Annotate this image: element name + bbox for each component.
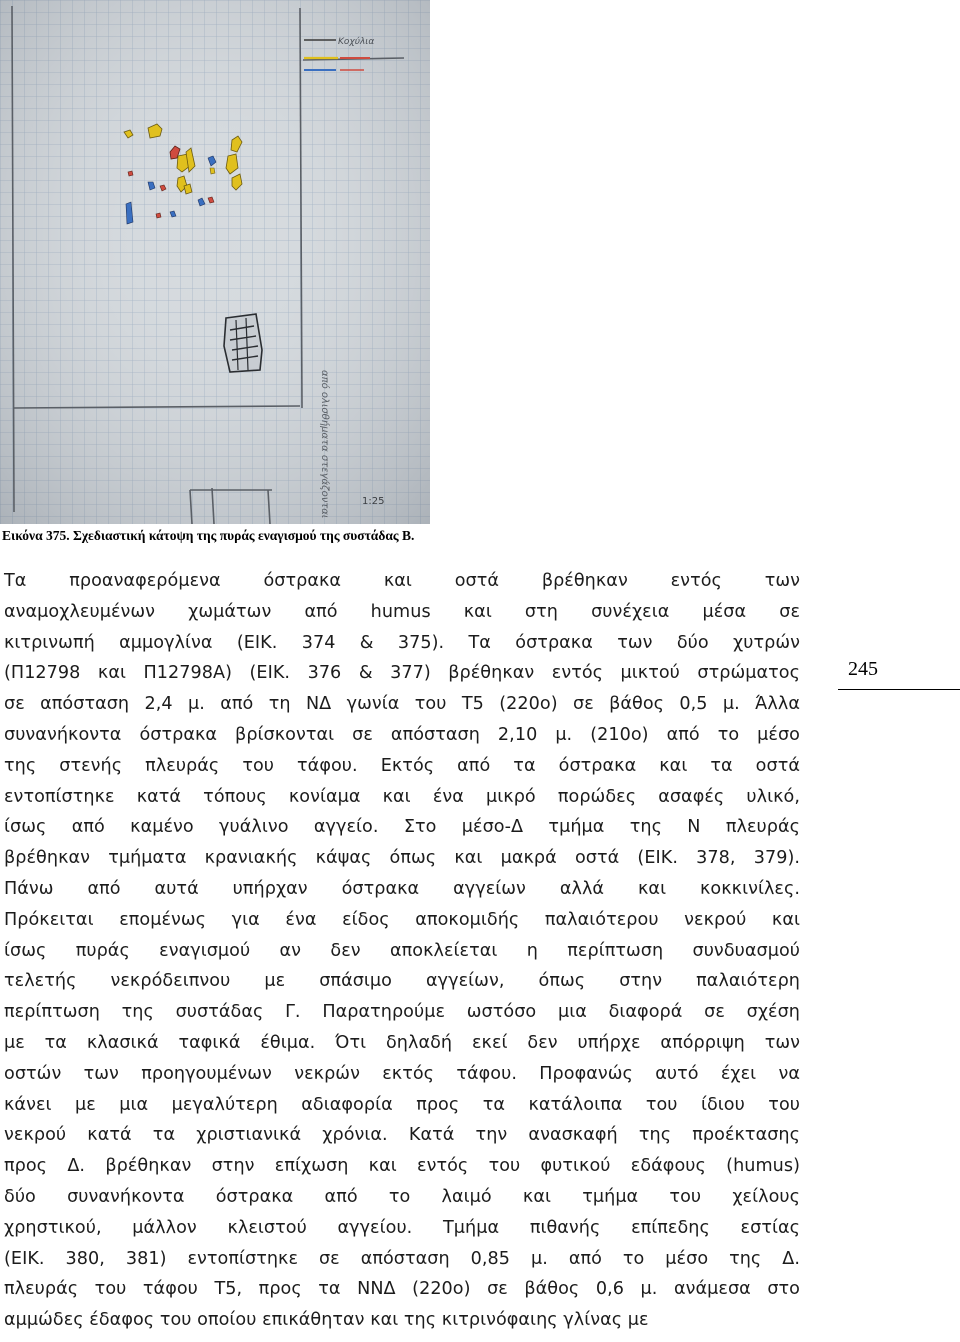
text-line: αμμώδες έδαφος του οποίου επικάθηταν και της κιτρινόφαιης γλίνας με — [4, 1310, 649, 1331]
text-line: ίσως πυράς εναγισμού αν δεν αποκλείεται η περίπτωση συνδυασμού — [4, 940, 800, 961]
text-line: κιτρινωπή αμμογλίνα (ΕΙΚ. 374 & 375). Τα όστρακα των δύο χυτρών — [4, 632, 800, 653]
page-number: 245 — [848, 658, 878, 680]
text-line: βρέθηκαν τμήματα κρανιακής κάψας όπως και μακρά οστά (ΕΙΚ. 378, 379). — [4, 848, 800, 869]
text-line: οστών των προηγουμένων νεκρών εκτός τάφου. Προφανώς αυτό έχει να — [4, 1063, 800, 1084]
text-line: ίσως από καμένο γυάλινο αγγείο. Στο μέσο-Δ τμήμα της Ν πλευράς — [4, 817, 800, 838]
text-line: (ΕΙΚ. 380, 381) εντοπίστηκε σε απόσταση 0,85 μ. από το μέσο της Δ. — [4, 1248, 800, 1269]
text-line: κάνει με μια μεγαλύτερη αδιαφορία προς τα κατάλοιπα του ίδιου του — [4, 1094, 800, 1115]
side-note: από ολισθήματα στεγάζονται — [319, 370, 330, 519]
text-line: Τα προαναφερόμενα όστρακα και οστά βρέθηκαν εντός των — [4, 571, 800, 591]
text-line: περίπτωση της συστάδας Γ. Παρατηρούμε ωστόσο μια διαφορά σε σχέση — [4, 1002, 800, 1023]
text-line: Πάνω από αυτά υπήρχαν όστρακα αγγείων αλλά και κοκκινίλες. — [4, 878, 800, 899]
text-line: δύο συνανήκοντα όστρακα από το λαιμό και τμήμα του χείλους — [4, 1186, 800, 1207]
text-line: Πρόκειται επομένως για ένα είδος αποκομιδής παλαιότερου νεκρού και — [4, 909, 800, 930]
text-line: με τα κλασικά ταφικά έθιμα. Ότι δηλαδή εκεί δεν υπήρχε απόρριψη των — [4, 1032, 800, 1053]
text-line: σε απόσταση 2,4 μ. από τη ΝΔ γωνία του Τ5 (220ο) σε βάθος 0,5 μ. Άλλα — [4, 694, 800, 715]
text-line: νεκρού κατά τα χριστιανικά χρόνια. Κατά την ανασκαφή της προέκτασης — [4, 1125, 800, 1146]
text-line: (Π12798 και Π12798Α) (ΕΙΚ. 376 & 377) βρέθηκαν εντός μικτού στρώματος — [4, 663, 800, 684]
site-plan-drawing — [0, 0, 430, 524]
text-line: προς Δ. βρέθηκαν στην επίχωση και εντός του φυτικού εδάφους (humus) — [4, 1156, 800, 1177]
body-paragraph — [4, 566, 800, 1336]
text-line: συνανήκοντα όστρακα βρίσκονται σε απόσταση 2,10 μ. (210ο) από το μέσο — [4, 724, 800, 745]
text-line: εντοπίστηκε κατά τόπους κονίαμα και ένα μικρό πορώδες ασαφές υλικό, — [4, 786, 800, 807]
text-line: τελετής νεκρόδειπνου με σπάσιμο αγγείων, όπως στην παλαιότερη — [4, 971, 800, 992]
text-line: αναμοχλευμένων χωμάτων από humus και στη συνέχεια μέσα σε — [4, 601, 800, 622]
hatched-feature — [224, 314, 262, 372]
text-line: χρηστικού, μάλλον κλειστού αγγείου. Τμήμα πιθανής επίπεδης εστίας — [4, 1217, 800, 1238]
legend-label: Κοχύλια — [338, 37, 375, 47]
text-line: της στενής πλευράς του τάφου. Εκτός από τα όστρακα και τα οστά — [4, 755, 800, 776]
plan-illustration — [0, 0, 430, 524]
scale-label: 1:25 — [362, 496, 385, 507]
page-number-rule — [838, 689, 960, 690]
figure-caption: Εικόνα 375. Σχεδιαστική κάτοψη της πυράς εναγισμού της συστάδας Β. — [2, 528, 415, 543]
text-line: πλευράς του τάφου Τ5, προς τα ΝΝΔ (220ο) σε βάθος 0,6 μ. ανάμεσα στο — [4, 1279, 800, 1300]
